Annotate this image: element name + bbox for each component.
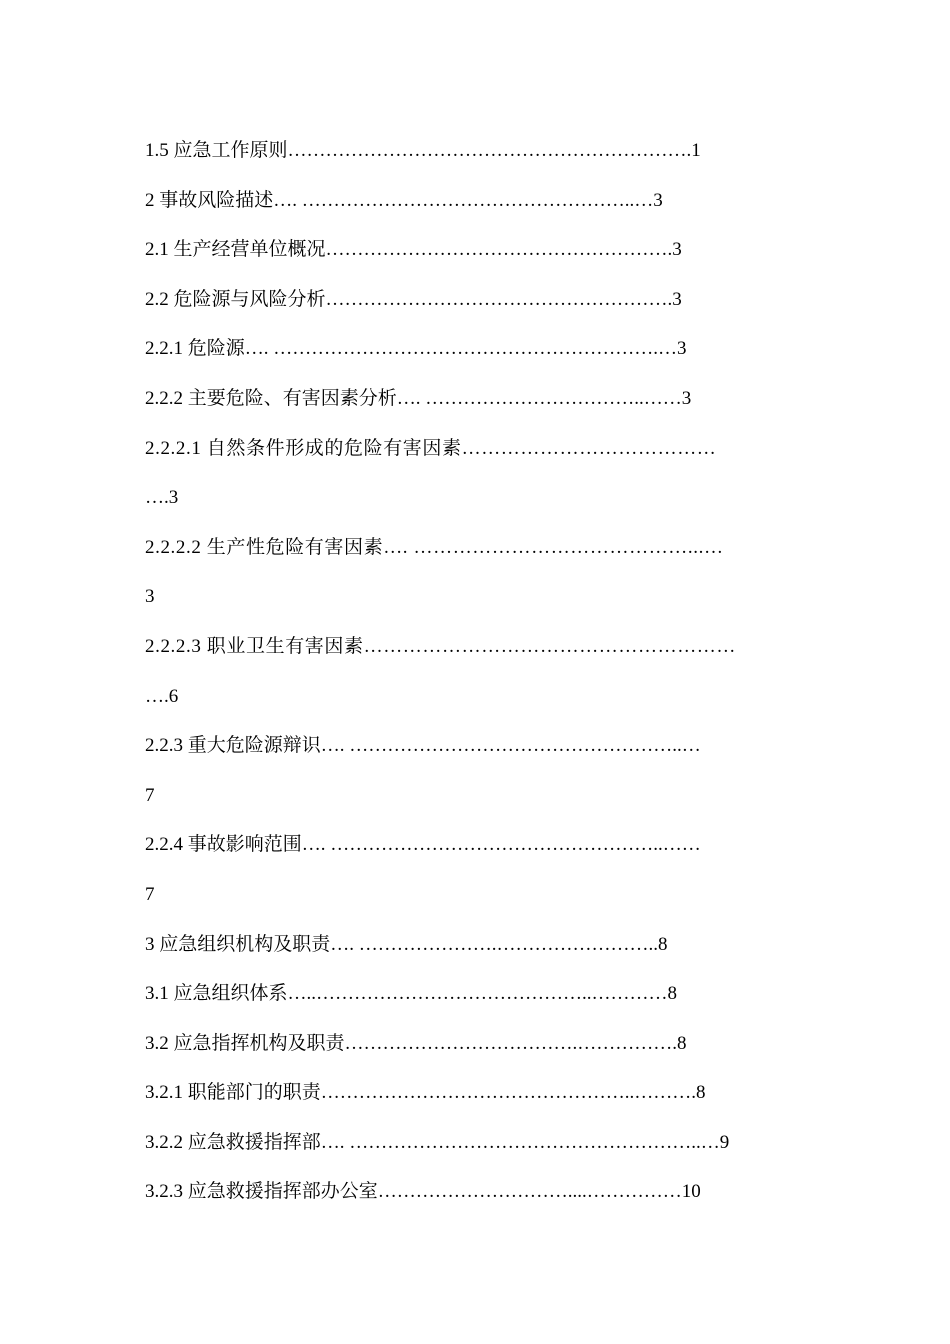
toc-entry-3: 3 应急组织机构及职责…. ………………….……………………..8 <box>145 933 668 955</box>
toc-entry-2: 2 事故风险描述…. ……………………………………………..…3 <box>145 189 663 211</box>
toc-entry-3-2-1: 3.2.1 职能部门的职责…………………………………………..……….8 <box>145 1082 706 1104</box>
toc-entry-2-2-2-2: 2.2.2.2 生产性危险有害因素…. ……………………………………...… <box>145 536 724 558</box>
toc-entry-1-5: 1.5 应急工作原则……………………………………………………….1 <box>145 140 701 161</box>
toc-entry-2-2-2-3-page: ….6 <box>145 685 179 707</box>
toc-entry-3-1: 3.1 应急组织体系…..……………………………………..…………8 <box>145 983 678 1005</box>
toc-entry-3-2-2: 3.2.2 应急救援指挥部…. ………………………………………………..…9 <box>145 1131 730 1153</box>
toc-entry-2-2-2: 2.2.2 主要危险、有害因素分析…. ……………………………..……3 <box>145 387 692 409</box>
toc-entry-2-2-1: 2.2.1 危险源…. …………………………………………………….…3 <box>145 338 687 360</box>
toc-entry-2-2-2-1-page: ….3 <box>145 487 179 509</box>
toc-entry-2-2-2-3: 2.2.2.3 职业卫生有害因素………………………………………………… <box>145 635 737 657</box>
toc-entry-2-2: 2.2 危险源与风险分析……………………………………………….3 <box>145 288 682 310</box>
toc-entry-2-1: 2.1 生产经营单位概况……………………………………………….3 <box>145 239 682 261</box>
toc-entry-2-2-3-page: 7 <box>145 784 155 806</box>
toc-entry-2-2-2-1: 2.2.2.1 自然条件形成的危险有害因素………………………………… <box>145 437 717 459</box>
toc-entry-2-2-4: 2.2.4 事故影响范围…. ……………………………………………..…… <box>145 834 701 856</box>
toc-entry-3-2: 3.2 应急指挥机构及职责……………………………….…………….8 <box>145 1032 687 1054</box>
toc-entry-2-2-3: 2.2.3 重大危险源辩识…. ……………………………………………..… <box>145 735 701 757</box>
toc-entry-3-2-3: 3.2.3 应急救援指挥部办公室…………………………....……………10 <box>145 1181 701 1203</box>
table-of-contents <box>145 136 810 1227</box>
toc-entry-2-2-4-page: 7 <box>145 883 155 905</box>
toc-entry-2-2-2-2-page: 3 <box>145 586 155 608</box>
